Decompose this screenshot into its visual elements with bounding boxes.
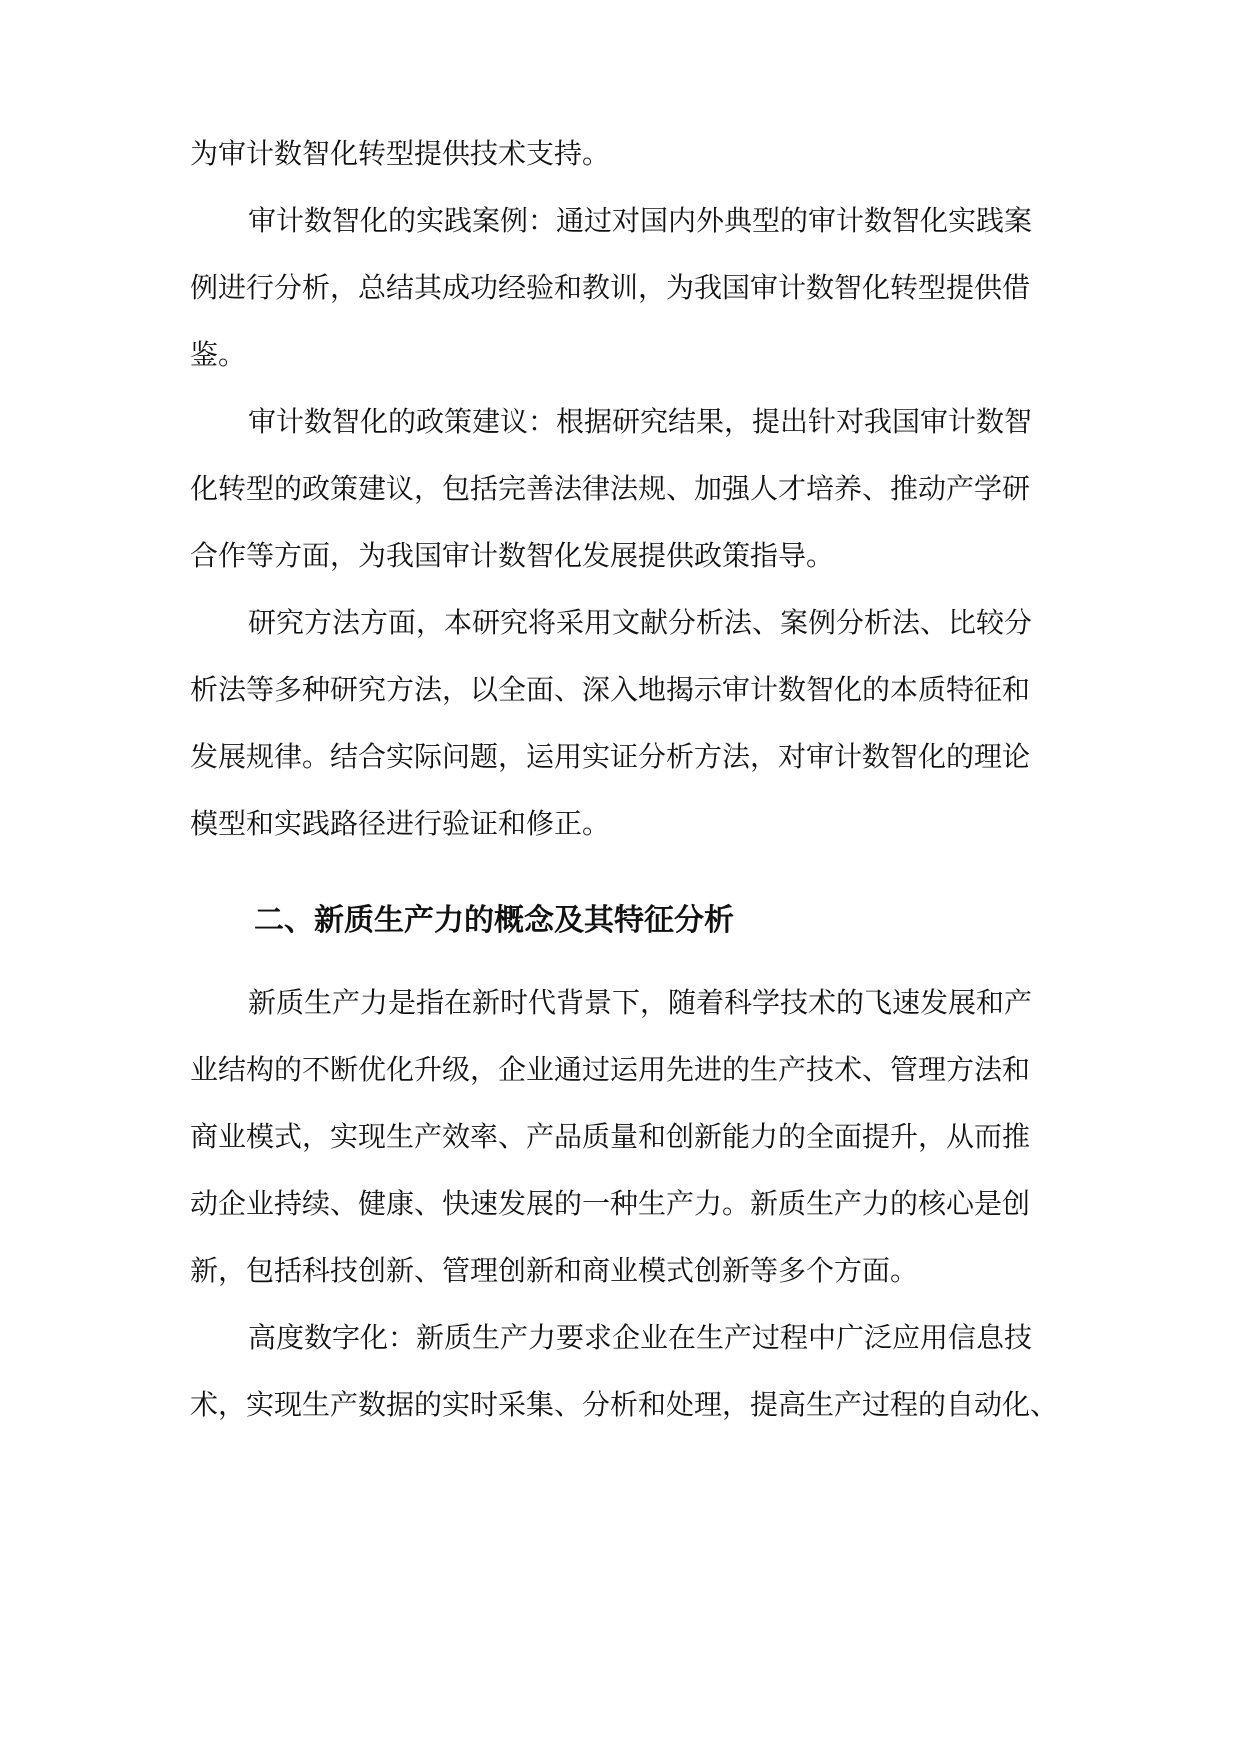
- paragraph-line: 新质生产力是指在新时代背景下，随着科学技术的飞速发展和产: [248, 986, 1033, 1019]
- paragraph-line: 模型和实践路径进行验证和修正。: [190, 807, 611, 840]
- paragraph-line: 发展规律。结合实际问题，运用实证分析方法，对审计数智化的理论: [190, 740, 1031, 773]
- paragraph-line: 高度数字化：新质生产力要求企业在生产过程中广泛应用信息技: [248, 1321, 1033, 1354]
- paragraph-line: 新，包括科技创新、管理创新和商业模式创新等多个方面。: [190, 1254, 919, 1287]
- paragraph-line: 为审计数智化转型提供技术支持。: [190, 137, 611, 170]
- paragraph-line: 商业模式，实现生产效率、产品质量和创新能力的全面提升，从而推: [190, 1120, 1031, 1153]
- paragraph-line: 审计数智化的实践案例：通过对国内外典型的审计数智化实践案: [248, 204, 1033, 237]
- paragraph-line: 鉴。: [190, 338, 247, 371]
- section-heading: 二、新质生产力的概念及其特征分析: [254, 903, 734, 938]
- paragraph-line: 例进行分析，总结其成功经验和教训，为我国审计数智化转型提供借: [190, 271, 1031, 304]
- paragraph-line: 动企业持续、健康、快速发展的一种生产力。新质生产力的核心是创: [190, 1187, 1031, 1220]
- paragraph-line: 研究方法方面，本研究将采用文献分析法、案例分析法、比较分: [248, 606, 1033, 639]
- paragraph-line: 审计数智化的政策建议：根据研究结果，提出针对我国审计数智: [248, 405, 1033, 438]
- paragraph-line: 析法等多种研究方法，以全面、深入地揭示审计数智化的本质特征和: [190, 673, 1031, 706]
- paragraph-line: 化转型的政策建议，包括完善法律法规、加强人才培养、推动产学研: [190, 472, 1031, 505]
- paragraph-line: 业结构的不断优化升级，企业通过运用先进的生产技术、管理方法和: [190, 1053, 1031, 1086]
- paragraph-line: 术，实现生产数据的实时采集、分析和处理，提高生产过程的自动化、: [190, 1388, 1059, 1421]
- paragraph-line: 合作等方面，为我国审计数智化发展提供政策指导。: [190, 539, 835, 572]
